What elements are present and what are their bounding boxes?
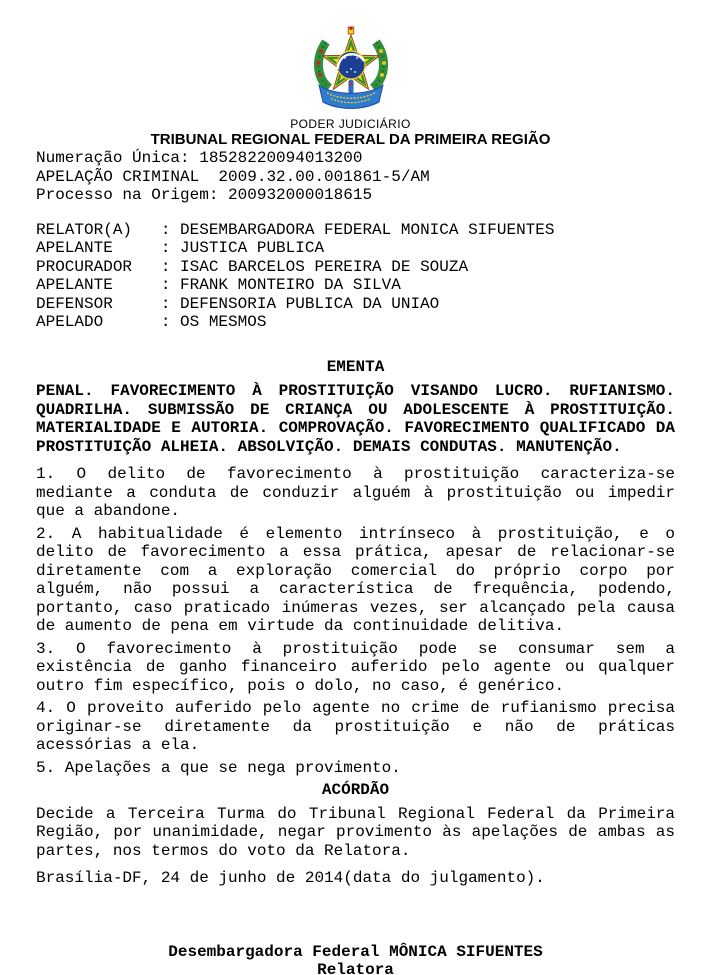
signature-name: Desembargadora Federal MÔNICA SIFUENTES xyxy=(168,942,543,961)
paragraph-line: diretamente com a exploração comercial do próprio corpo por xyxy=(36,561,675,580)
ementa-paragraph-1 xyxy=(36,465,675,521)
summary-line: PENAL. FAVORECIMENTO À PROSTITUIÇÃO VISANDO LUCRO. RUFIANISMO. xyxy=(36,382,675,400)
summary-line: MATERIALIDADE E AUTORIA. COMPROVAÇÃO. FAVORECIMENTO QUALIFICADO DA xyxy=(36,419,675,437)
paragraph-line: 3. O favorecimento à prostituição pode se consumar sem a xyxy=(36,639,675,658)
signature-block xyxy=(36,943,675,975)
paragraph-line: 2. A habitualidade é elemento intrínseco à prostituição, e o xyxy=(36,524,675,543)
summary-line: QUADRILHA. SUBMISSÃO DE CRIANÇA OU ADOLESCENTE À PROSTITUIÇÃO. xyxy=(36,400,675,419)
party-apelado: APELADO : OS MESMOS xyxy=(36,313,267,331)
acordao-title: ACÓRDÃO xyxy=(321,781,390,799)
decision-line: Região, por unanimidade, negar provimento às apelações de ambas as xyxy=(36,823,675,841)
party-apelante-1: APELANTE : JUSTICA PUBLICA xyxy=(36,239,325,257)
ementa-paragraph-5 xyxy=(36,759,675,778)
paragraph-line: portanto, caso praticado inúmeras vezes, ser alcançado pela causa xyxy=(36,598,675,617)
ementa-paragraph-2 xyxy=(36,525,675,636)
party-defensor: DEFENSOR : DEFENSORIA PUBLICA DA UNIAO xyxy=(36,294,440,313)
case-origin-number: Processo na Origem: 200932000018615 xyxy=(36,186,373,204)
ementa-title: EMENTA xyxy=(326,357,385,376)
paragraph-line: 5. Apelações a que se nega provimento. xyxy=(36,758,401,777)
paragraph-line: 1. O delito de favorecimento à prostituição caracteriza-se xyxy=(36,465,675,483)
tribunal-heading: TRIBUNAL REGIONAL FEDERAL DA PRIMEIRA REGIÃO xyxy=(150,131,551,148)
ementa-summary xyxy=(36,382,675,456)
paragraph-line: que a abandone. xyxy=(36,502,181,520)
party-relator: RELATOR(A) : DESEMBARGADORA FEDERAL MONICA SIFUENTES xyxy=(36,220,555,239)
parties-block xyxy=(36,221,675,332)
ementa-paragraph-3 xyxy=(36,640,675,696)
signature-role: Relatora xyxy=(317,961,394,975)
decision-line: Decide a Terceira Turma do Tribunal Regional Federal da Primeira xyxy=(36,804,675,823)
paragraph-line: existência de ganho financeiro auferido pelo agente ou qualquer xyxy=(36,658,675,676)
decision-line: partes, nos termos do voto da Relatora. xyxy=(36,841,411,860)
party-apelante-2: APELANTE : FRANK MONTEIRO DA SILVA xyxy=(36,276,401,294)
paragraph-line: de aumento de pena em virtude da continuidade delitiva. xyxy=(36,617,565,635)
poder-judiciario-heading: PODER JUDICIÁRIO xyxy=(290,117,411,131)
judgment-date-line: Brasília-DF, 24 de junho de 2014(data do julgamento). xyxy=(36,869,545,887)
paragraph-line: 4. O proveito auferido pelo agente no crime de rufianismo precisa xyxy=(36,699,675,717)
paragraph-line: alguém, não possui a característica de frequência, podendo, xyxy=(36,580,675,598)
paragraph-line: originar-se diretamente da prostituição e não de práticas xyxy=(36,717,675,736)
case-appeal-number: APELAÇÃO CRIMINAL 2009.32.00.001861-5/AM xyxy=(36,167,430,186)
brazil-coat-of-arms-icon xyxy=(311,25,391,109)
case-info-block xyxy=(36,149,675,205)
paragraph-line: outro fim específico, pois o dolo, no caso, é genérico. xyxy=(36,676,565,695)
paragraph-line: delito de favorecimento a essa prática, apesar de relacionar-se xyxy=(36,543,675,561)
acordao-decision xyxy=(36,805,675,861)
case-unique-number: Numeração Única: 18528220094013200 xyxy=(36,149,363,167)
paragraph-line: mediante a conduta de conduzir alguém à prostituição ou impedir xyxy=(36,483,675,502)
summary-line: PROSTITUIÇÃO ALHEIA. ABSOLVIÇÃO. DEMAIS CONDUTAS. MANUTENÇÃO. xyxy=(36,437,622,456)
paragraph-line: acessórias a ela. xyxy=(36,736,200,754)
party-procurador: PROCURADOR : ISAC BARCELOS PEREIRA DE SOUZA xyxy=(36,257,469,276)
ementa-paragraph-4 xyxy=(36,699,675,755)
